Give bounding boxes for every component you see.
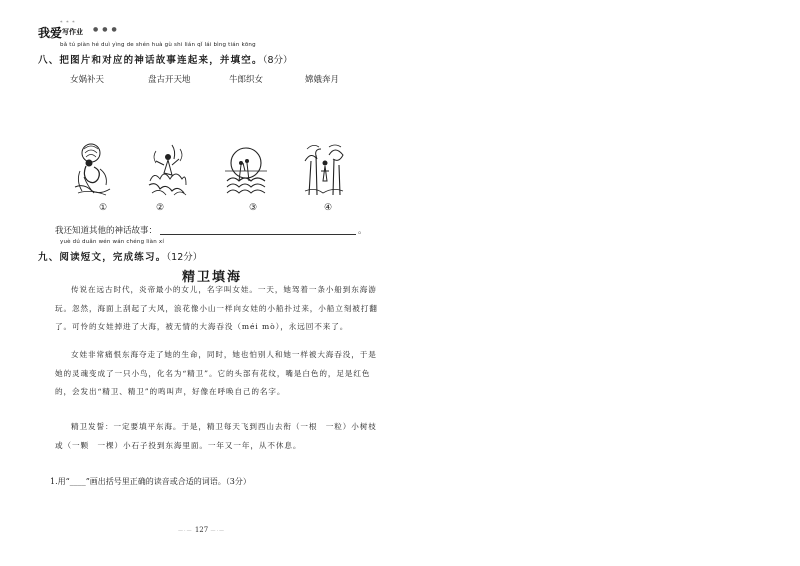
page-number-row bbox=[178, 526, 225, 534]
section9-heading bbox=[38, 249, 202, 263]
question-1: 1.用“____”画出括号里正确的读音或合适的词语。（3分） bbox=[50, 477, 251, 486]
section8-title: 八、把图片和对应的神话故事连起来，并填空。 bbox=[38, 55, 263, 66]
story-title: 精卫填海 bbox=[182, 270, 243, 285]
brand-title: 我爱 bbox=[38, 26, 63, 40]
story-change[interactable]: 嫦娥奔月 bbox=[305, 75, 340, 85]
brand-stars-decoration: * * * bbox=[60, 20, 76, 26]
paragraph-1: 传说在远古时代，炎帝最小的女儿，名字叫女娃。一天，她驾着一条小船到东海游玩。忽然，海面上刮起了大风，浪花像小山一样向女娃的小船扑过来，小船立刻被打翻了。可怜的女娃掉进了大海，被无情的大海吞没（méi mò），永远回不来了。 bbox=[55, 285, 378, 331]
section8-score: （8分） bbox=[262, 55, 293, 66]
page-deco-right-icon: —·— bbox=[210, 528, 226, 534]
section9-score: （12分） bbox=[166, 252, 203, 263]
picture-number-4: ④ bbox=[323, 203, 333, 213]
section9-title: 九、阅读短文，完成练习。 bbox=[38, 252, 167, 263]
section9-pinyin: yuè dú duǎn wén wán chéng liàn xí bbox=[60, 239, 165, 245]
paragraph-2: 女娃非常痛恨东海夺走了她的生命，同时，她也怕别人和她一样被大海吞没，于是她的灵魂变成了一只小鸟，化名为“精卫”。它的头部有花纹，嘴是白色的，足是红色的，会发出“精卫、精卫”的鸣叫声，好像在呼唤自己的名字。 bbox=[55, 350, 377, 396]
picture-number-1: ① bbox=[98, 203, 108, 213]
story-nuwa[interactable]: 女娲补天 bbox=[70, 75, 105, 85]
picture-number-2: ② bbox=[155, 203, 165, 213]
story-niulang[interactable]: 牛郎织女 bbox=[229, 75, 264, 85]
picture-2-figure-in-garden-icon[interactable] bbox=[146, 141, 188, 197]
paragraph-3: 精卫发誓：一定要填平东海。于是，精卫每天飞到西山去衔（一根 一粒）小树枝或（一颗 一棵）小石子投到东海里面。一年又一年，从不休息。 bbox=[55, 422, 377, 450]
page-number: 127 bbox=[194, 526, 209, 534]
brand-dots-decoration: ●●● bbox=[93, 26, 121, 33]
section8-pinyin: bǎ tú piàn hé duì yìng de shén huà gù shi lián qǐ lái bìng tián kōng bbox=[60, 42, 256, 48]
section8-heading bbox=[38, 52, 293, 66]
picture-number-3: ③ bbox=[248, 203, 258, 213]
fill-prompt: 我还知道其他的神话故事： bbox=[55, 226, 158, 236]
picture-3-sun-over-waves-icon[interactable] bbox=[225, 141, 267, 197]
picture-4-trees-scene-icon[interactable] bbox=[303, 141, 345, 197]
fill-answer-line[interactable] bbox=[160, 223, 356, 235]
brand-subtitle: 写作业 bbox=[62, 28, 83, 36]
fill-end-mark: 。 bbox=[358, 226, 367, 236]
page-deco-left-icon: —·— bbox=[178, 528, 193, 534]
story-pangu[interactable]: 盘古开天地 bbox=[148, 75, 191, 85]
picture-1-goddess-mending-sky-icon[interactable] bbox=[72, 141, 114, 197]
